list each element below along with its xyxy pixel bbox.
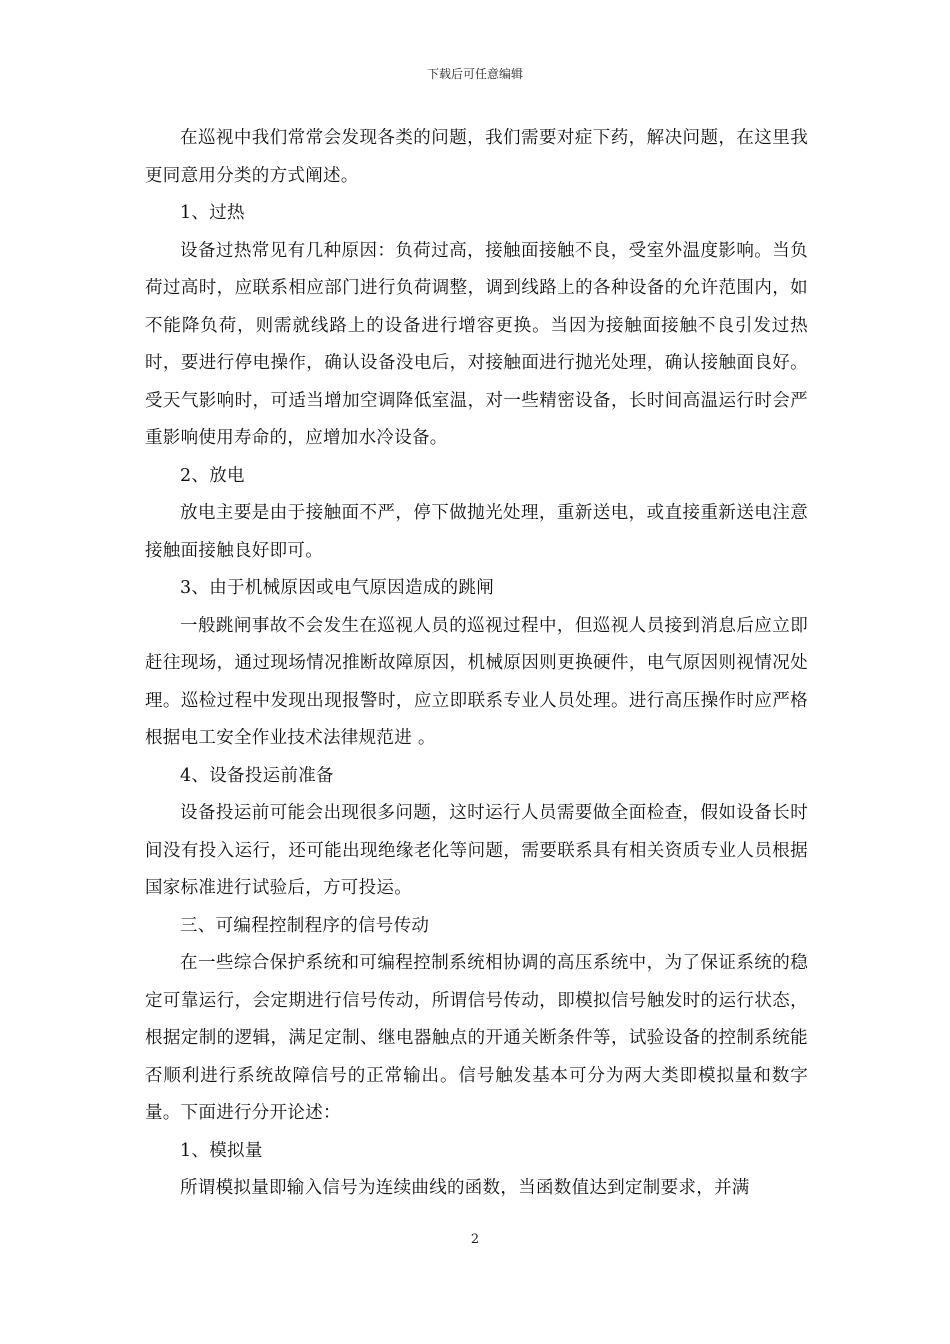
heading-signal-transmission: 三、可编程控制程序的信号传动 (180, 915, 430, 936)
overheat-paragraph: 设备过热常见有几种原因：负荷过高，接触面接触不良，受室外温度影响。当负荷过高时，应联系相应部门进行负荷调整，调到线路上的各种设备的允许范围内，如不能降负荷，则需就线路上的设备进行增容更换。当因为接触面接触不良引发过热时，要进行停电操作，确认设备没电后，对接触面进行抛光处理，确认接触面良好。受天气影响时，可适当增加空调降低室温，对一些精密设备，长时间高温运行时会严重影响使用寿命的，应增加水冷设备。 (145, 240, 808, 448)
discharge-paragraph: 放电主要是由于接触面不严，停下做抛光处理，重新送电，或直接重新送电注意接触面接触良好即可。 (145, 503, 808, 561)
heading-pre-commission: 4、设备投运前准备 (180, 765, 334, 786)
heading-analog: 1、模拟量 (180, 1140, 263, 1161)
heading-trip: 3、由于机械原因或电气原因造成的跳闸 (180, 578, 495, 598)
intro-paragraph: 在巡视中我们常常会发现各类的问题，我们需要对症下药，解决问题，在这里我更同意用分类的方式阐述。 (145, 128, 808, 186)
pre-commission-paragraph: 设备投运前可能会出现很多问题，这时运行人员需要做全面检查，假如设备长时间没有投入运行，还可能出现绝缘老化等问题，需要联系具有相关资质专业人员根据国家标准进行试验后，方可投运。 (145, 803, 808, 898)
document-body (145, 120, 808, 1208)
heading-overheat: 1、过热 (180, 203, 245, 223)
analog-paragraph: 所谓模拟量即输入信号为连续曲线的函数，当函数值达到定制要求，并满 (180, 1178, 750, 1198)
signal-transmission-paragraph: 在一些综合保护系统和可编程控制系统相协调的高压系统中，为了保证系统的稳定可靠运行，会定期进行信号传动，所谓信号传动，即模拟信号触发时的运行状态，根据定制的逻辑，满足定制、继电器触点的开通关断条件等，试验设备的控制系统能否顺利进行系统故障信号的正常输出。信号触发基本可分为两大类即模拟量和数字量。下面进行分开论述： (145, 953, 808, 1123)
page-number: 2 (470, 1232, 480, 1247)
page-header: 下载后可任意编辑 (426, 67, 523, 81)
heading-discharge: 2、放电 (180, 465, 245, 486)
trip-paragraph: 一般跳闸事故不会发生在巡视人员的巡视过程中，但巡视人员接到消息后应立即赶往现场，通过现场情况推断故障原因，机械原因则更换硬件，电气原因则视情况处理。巡检过程中发现出现报警时，应立即联系专业人员处理。进行高压操作时应严格根据电工安全作业技术法律规范进 。 (145, 615, 808, 748)
